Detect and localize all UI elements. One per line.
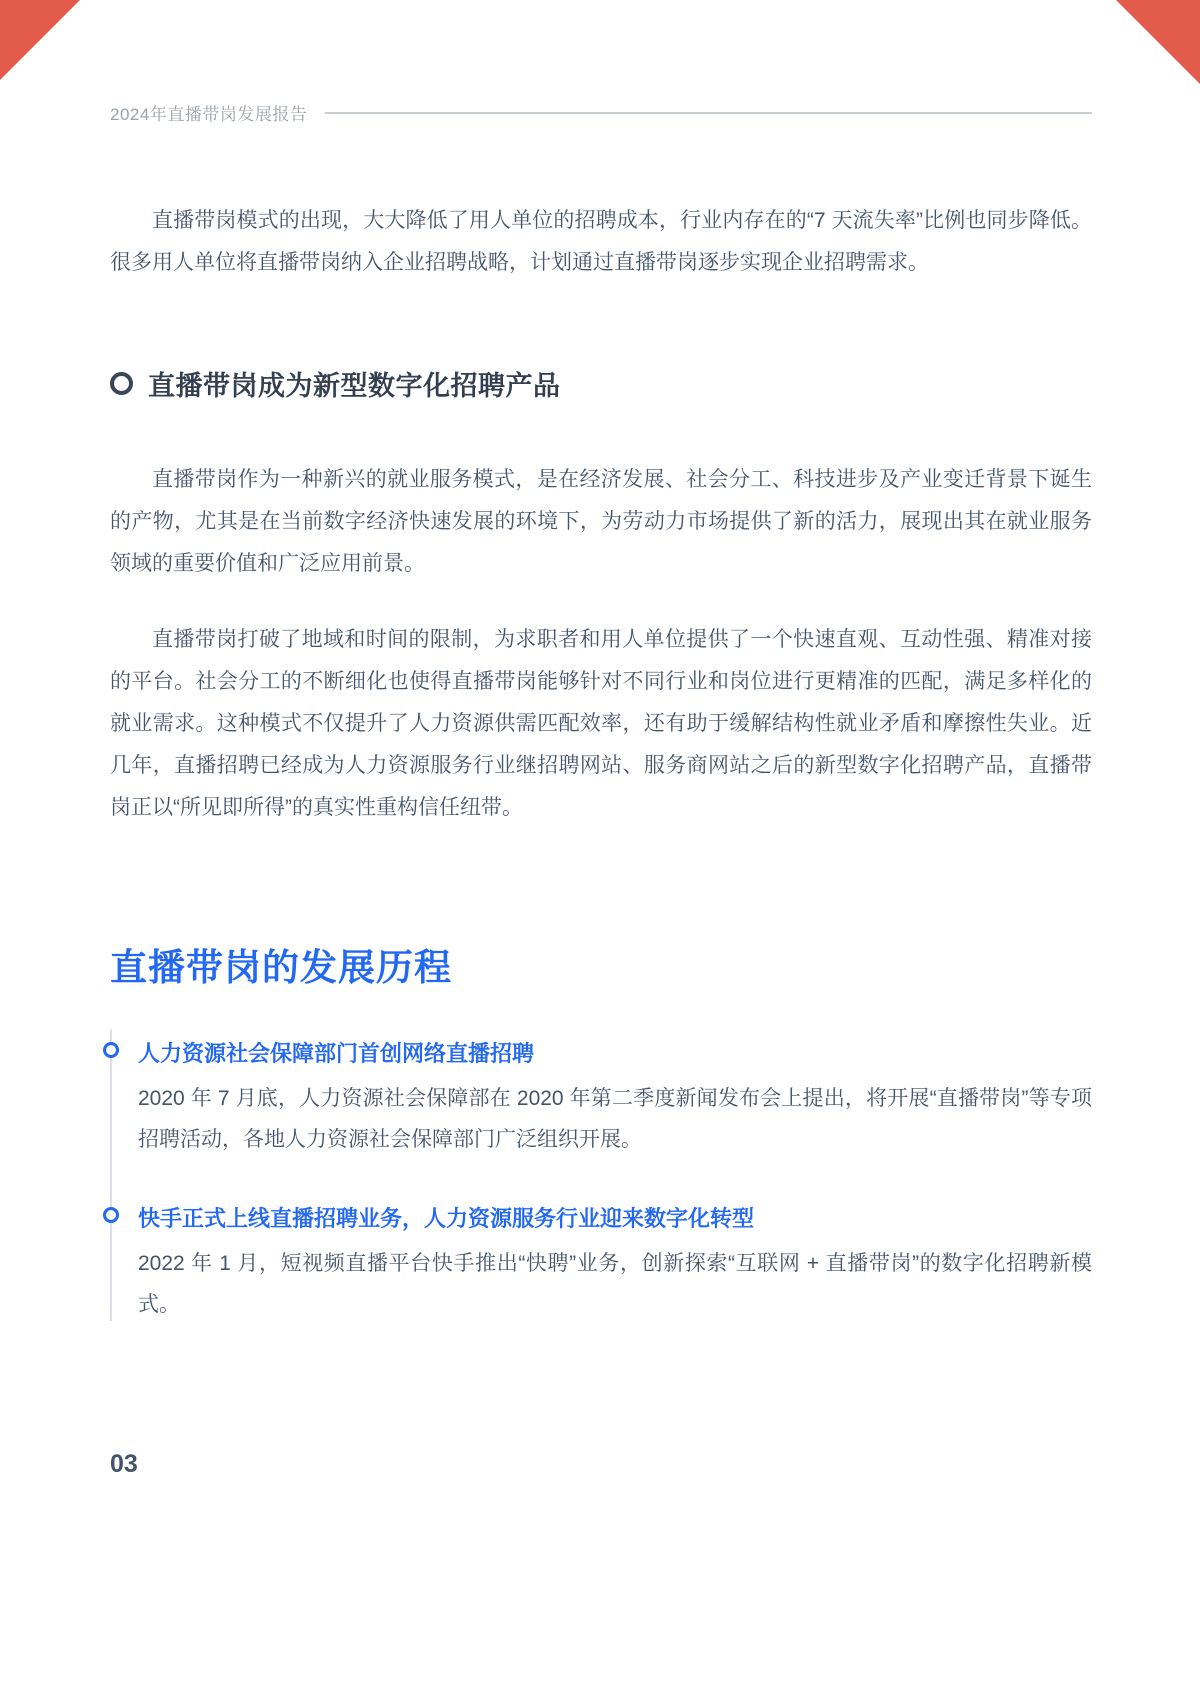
timeline-item-body: 2022 年 1 月，短视频直播平台快手推出“快聘”业务，创新探索“互联网 + 直播带岗”的数字化招聘新模式。 (138, 1252, 1092, 1316)
timeline-item-2 (110, 1202, 1092, 1325)
section-heading-history: 直播带岗的发展历程 (110, 947, 452, 988)
corner-decoration-top-left (0, 0, 80, 80)
circle-bullet-icon (110, 372, 133, 395)
header-divider (325, 112, 1092, 114)
content-column (110, 128, 1092, 1325)
page-number: 03 (110, 1450, 138, 1478)
timeline-item-1 (110, 1037, 1092, 1160)
page-header (110, 100, 1092, 125)
timeline-item-title: 快手正式上线直播招聘业务，人力资源服务行业迎来数字化转型 (138, 1206, 755, 1231)
digital-product-paragraph-1: 直播带岗作为一种新兴的就业服务模式，是在经济发展、社会分工、科技进步及产业变迁背景下诞生的产物，尤其是在当前数字经济快速发展的环境下，为劳动力市场提供了新的活力，展现出其在就业服务领域的重要价值和广泛应用前景。 (110, 468, 1092, 575)
section-heading-digital-product (110, 364, 1092, 403)
timeline-marker-icon (103, 1042, 119, 1058)
timeline (110, 1037, 1092, 1325)
section-heading-text: 直播带岗成为新型数字化招聘产品 (148, 371, 561, 401)
corner-decoration-top-right (1116, 0, 1200, 84)
report-title: 2024年直播带岗发展报告 (110, 105, 308, 124)
intro-paragraph: 直播带岗模式的出现，大大降低了用人单位的招聘成本，行业内存在的“7 天流失率”比例也同步降低。很多用人单位将直播带岗纳入企业招聘战略，计划通过直播带岗逐步实现企业招聘需求。 (110, 209, 1092, 274)
timeline-item-body: 2020 年 7 月底，人力资源社会保障部在 2020 年第二季度新闻发布会上提出，将开展“直播带岗”等专项招聘活动，各地人力资源社会保障部门广泛组织开展。 (138, 1087, 1092, 1151)
digital-product-paragraph-2: 直播带岗打破了地域和时间的限制，为求职者和用人单位提供了一个快速直观、互动性强、精准对接的平台。社会分工的不断细化也使得直播带岗能够针对不同行业和岗位进行更精准的匹配，满足多样化的就业需求。这种模式不仅提升了人力资源供需匹配效率，还有助于缓解结构性就业矛盾和摩擦性失业。近几年，直播招聘已经成为人力资源服务行业继招聘网站、服务商网站之后的新型数字化招聘产品，直播带岗正以“所见即所得”的真实性重构信任纽带。 (110, 628, 1092, 819)
timeline-marker-icon (103, 1207, 119, 1223)
timeline-item-title: 人力资源社会保障部门首创网络直播招聘 (138, 1041, 535, 1066)
